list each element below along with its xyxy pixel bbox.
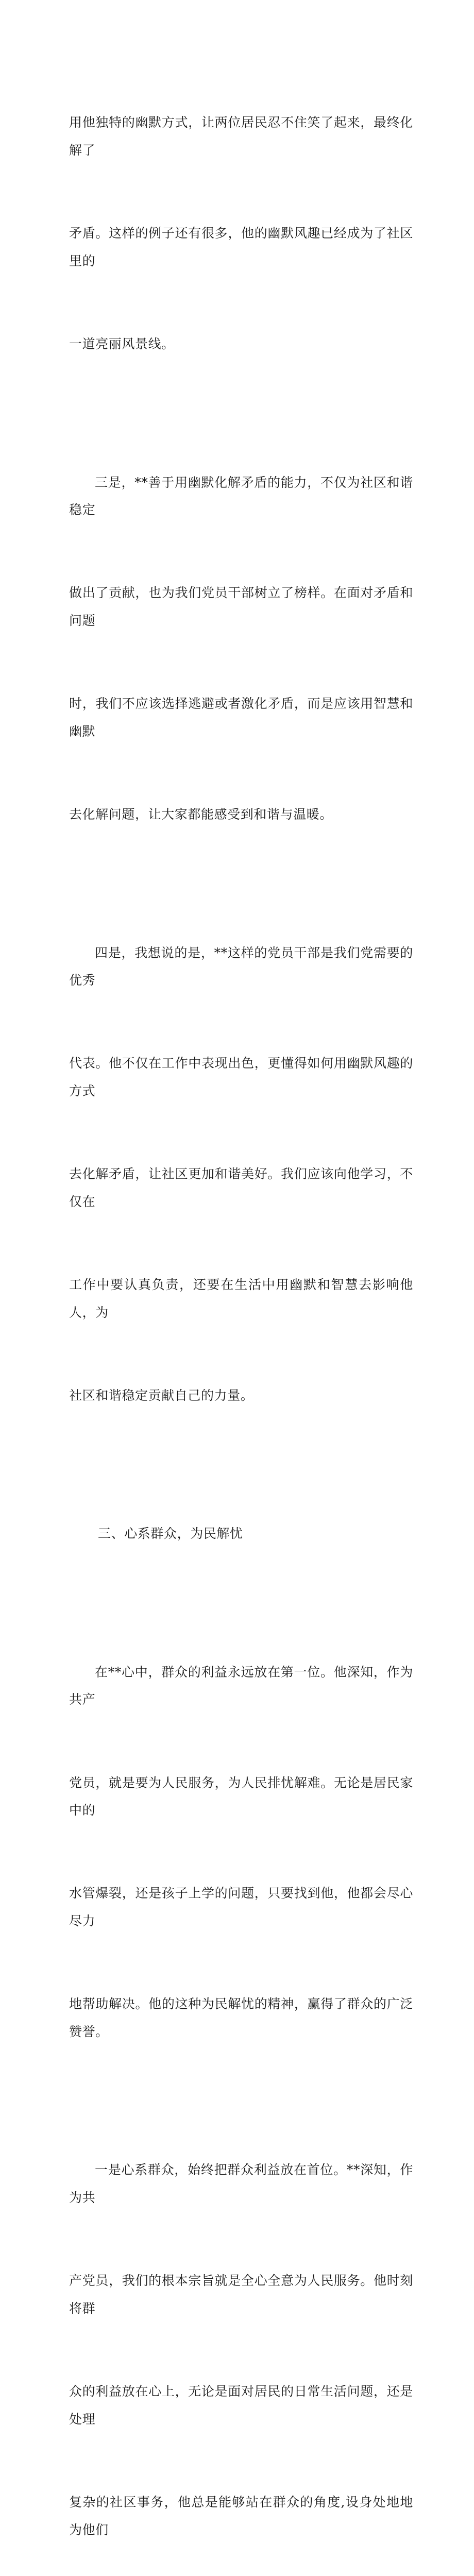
- text-line: 产党员，我们的根本宗旨就是全心全意为人民服务。他时刻将群: [69, 2273, 413, 2316]
- text-line: 矛盾。这样的例子还有很多，他的幽默风趣已经成为了社区里的: [69, 226, 413, 268]
- paragraph-section-intro: [69, 1603, 413, 2101]
- text-line: 三是，**善于用幽默化解矛盾的能力，不仅为社区和谐稳定: [69, 474, 413, 518]
- text-line: 党员，就是要为人民服务，为人民排忧解难。无论是居民家中的: [69, 1775, 413, 1818]
- text-line: 代表。他不仅在工作中表现出色，更懂得如何用幽默风趣的方式: [69, 1056, 413, 1099]
- text-line: 工作中要认真负责，还要在生活中用幽默和智慧去影响他人，为: [69, 1277, 413, 1320]
- text-line: 水管爆裂，还是孩子上学的问题，只要找到他，他都会尽心尽力: [69, 1886, 413, 1929]
- text-line: 复杂的社区事务，他总是能够站在群众的角度,设身处地地为他们: [69, 2494, 413, 2537]
- text-line: 地帮助解决。他的这种为民解忧的精神，赢得了群众的广泛赞誉。: [69, 1996, 413, 2039]
- section-heading-text: 三、心系群众，为民解忧: [98, 1526, 243, 1541]
- text-line: 众的利益放在心上，无论是面对居民的日常生活问题，还是处理: [69, 2384, 413, 2427]
- paragraph-continuation: [69, 54, 413, 413]
- text-line: 做出了贡献，也为我们党员干部树立了榜样。在面对矛盾和问题: [69, 585, 413, 629]
- text-line: 社区和谐稳定贡献自己的力量。: [69, 1387, 254, 1403]
- text-line: 一是心系群众，始终把群众利益放在首位。**深知，作为共: [69, 2162, 413, 2206]
- text-line: 用他独特的幽默方式，让两位居民忍不住笑了起来，最终化解了: [69, 115, 413, 158]
- text-line: 在**心中，群众的利益永远放在第一位。他深知，作为共产: [69, 1664, 413, 1707]
- text-line: 去化解问题，让大家都能感受到和谐与温暖。: [69, 806, 333, 822]
- text-line: 时，我们不应该选择逃避或者激化矛盾，而是应该用智慧和幽默: [69, 696, 413, 739]
- text-line: 去化解矛盾，让社区更加和谐美好。我们应该向他学习，不仅在: [69, 1166, 413, 1209]
- paragraph-point-four: [69, 884, 413, 1465]
- text-line: 四是，我想说的是，**这样的党员干部是我们党需要的优秀: [69, 945, 413, 988]
- paragraph-point-one: [69, 2101, 413, 2576]
- text-line: 一道亮丽风景线。: [69, 336, 175, 352]
- document-body: [69, 54, 413, 2576]
- paragraph-point-three: [69, 413, 413, 884]
- section-heading: [69, 1465, 413, 1603]
